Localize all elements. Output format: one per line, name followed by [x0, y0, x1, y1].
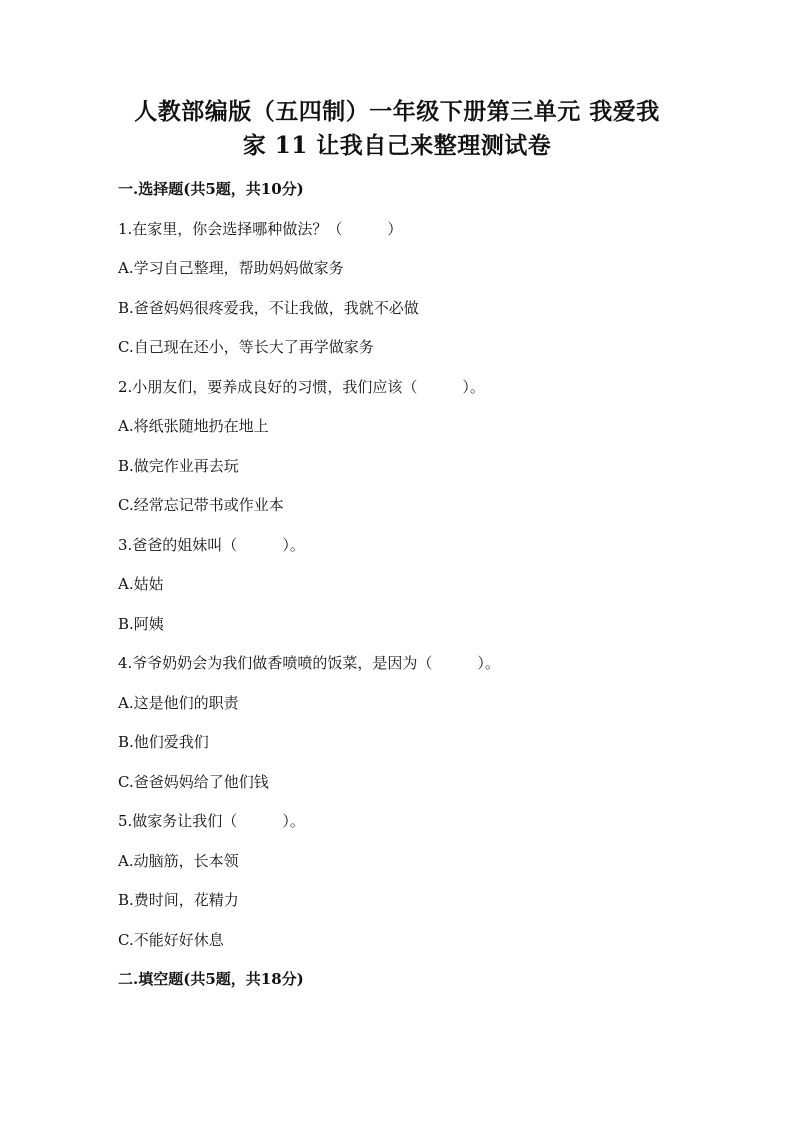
- question-4-stem: 4.爷爷奶奶会为我们做香喷喷的饭菜，是因为（ ）。: [118, 654, 500, 672]
- question-5-option-b: B.费时间，花精力: [118, 891, 239, 909]
- question-4-option-c: C.爸爸妈妈给了他们钱: [118, 772, 269, 791]
- question-4-option-a: A.这是他们的职责: [118, 693, 239, 712]
- section-heading-fill-blank: 二.填空题(共5题，共18分): [118, 970, 304, 988]
- title-line-2: 家 11 让我自己来整理测试卷: [242, 132, 552, 159]
- page-title: [118, 0, 676, 163]
- section-heading-choice: 一.选择题(共5题，共10分): [118, 180, 304, 198]
- question-4-option-b: B.他们爱我们: [118, 733, 209, 751]
- question-3-option-b: B.阿姨: [118, 614, 164, 633]
- question-1-stem: 1.在家里，你会选择哪种做法？（ ）: [118, 219, 403, 238]
- question-2-stem: 2.小朋友们，要养成良好的习惯，我们应该（ ）。: [118, 377, 485, 396]
- question-1-option-a: A.学习自己整理，帮助妈妈做家务: [118, 259, 344, 277]
- question-1-option-c: C.自己现在还小，等长大了再学做家务: [118, 338, 374, 356]
- question-5-option-c: C.不能好好休息: [118, 930, 224, 949]
- question-3-stem: 3.爸爸的姐妹叫（ ）。: [118, 535, 305, 554]
- exam-content: [118, 179, 676, 989]
- question-2-option-c: C.经常忘记带书或作业本: [118, 496, 284, 514]
- question-3-option-a: A.姑姑: [118, 575, 164, 593]
- question-1-option-b: B.爸爸妈妈很疼爱我，不让我做，我就不必做: [118, 298, 419, 317]
- question-5-option-a: A.动脑筋，长本领: [118, 851, 239, 870]
- question-2-option-b: B.做完作业再去玩: [118, 456, 239, 475]
- question-2-option-a: A.将纸张随地扔在地上: [118, 417, 269, 435]
- question-5-stem: 5.做家务让我们（ ）。: [118, 812, 305, 830]
- title-line-1: 人教部编版（五四制）一年级下册第三单元 我爱我: [134, 98, 660, 125]
